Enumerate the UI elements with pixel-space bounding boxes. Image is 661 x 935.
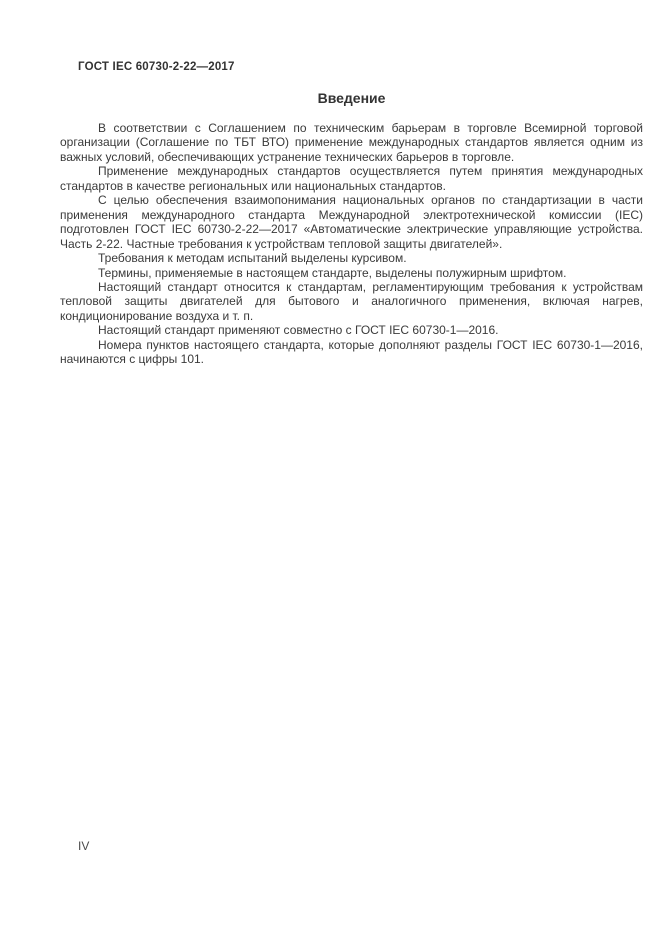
paragraph: Применение международных стандартов осуществляется путем принятия международных стандартов в качестве региональных или национальных стандартов. bbox=[60, 164, 643, 193]
content-block bbox=[60, 90, 643, 367]
paragraph: Номера пунктов настоящего стандарта, которые дополняют разделы ГОСТ IEC 60730-1—2016, начинаются с цифры 101. bbox=[60, 337, 643, 367]
paragraph: Требования к методам испытаний выделены курсивом. bbox=[98, 251, 407, 266]
body-text bbox=[60, 121, 643, 367]
paragraph: Термины, применяемые в настоящем стандарте, выделены полужирным шрифтом. bbox=[98, 265, 567, 280]
paragraph: Настоящий стандарт относится к стандартам, регламентирующим требования к устройствам тепловой защиты двигателей для бытового и аналогичного применения, включая нагрев, кондиционирование воздуха и т. п. bbox=[60, 279, 643, 323]
paragraph: Настоящий стандарт применяют совместно с ГОСТ IEC 60730-1—2016. bbox=[98, 323, 499, 338]
section-title: Введение bbox=[317, 90, 386, 106]
page-number: IV bbox=[78, 839, 90, 853]
paragraph: С целью обеспечения взаимопонимания национальных органов по стандартизации в части применения международного стандарта Международной электротехнической комиссии (IEC) подготовлен ГОСТ IEC 60730-2-22—2017 «Автоматические электрические управляющие устройства. Часть 2-22. Частные требования к устройствам тепловой защиты двигателей». bbox=[60, 193, 643, 251]
paragraph: В соответствии с Соглашением по техническим барьерам в торговле Всемирной торговой организации (Соглашение по ТБТ ВТО) применение международных стандартов является одним из важных условий, обеспечивающих устранение технических барьеров в торговле. bbox=[60, 121, 643, 164]
running-header: ГОСТ IEC 60730-2-22—2017 bbox=[78, 61, 235, 73]
